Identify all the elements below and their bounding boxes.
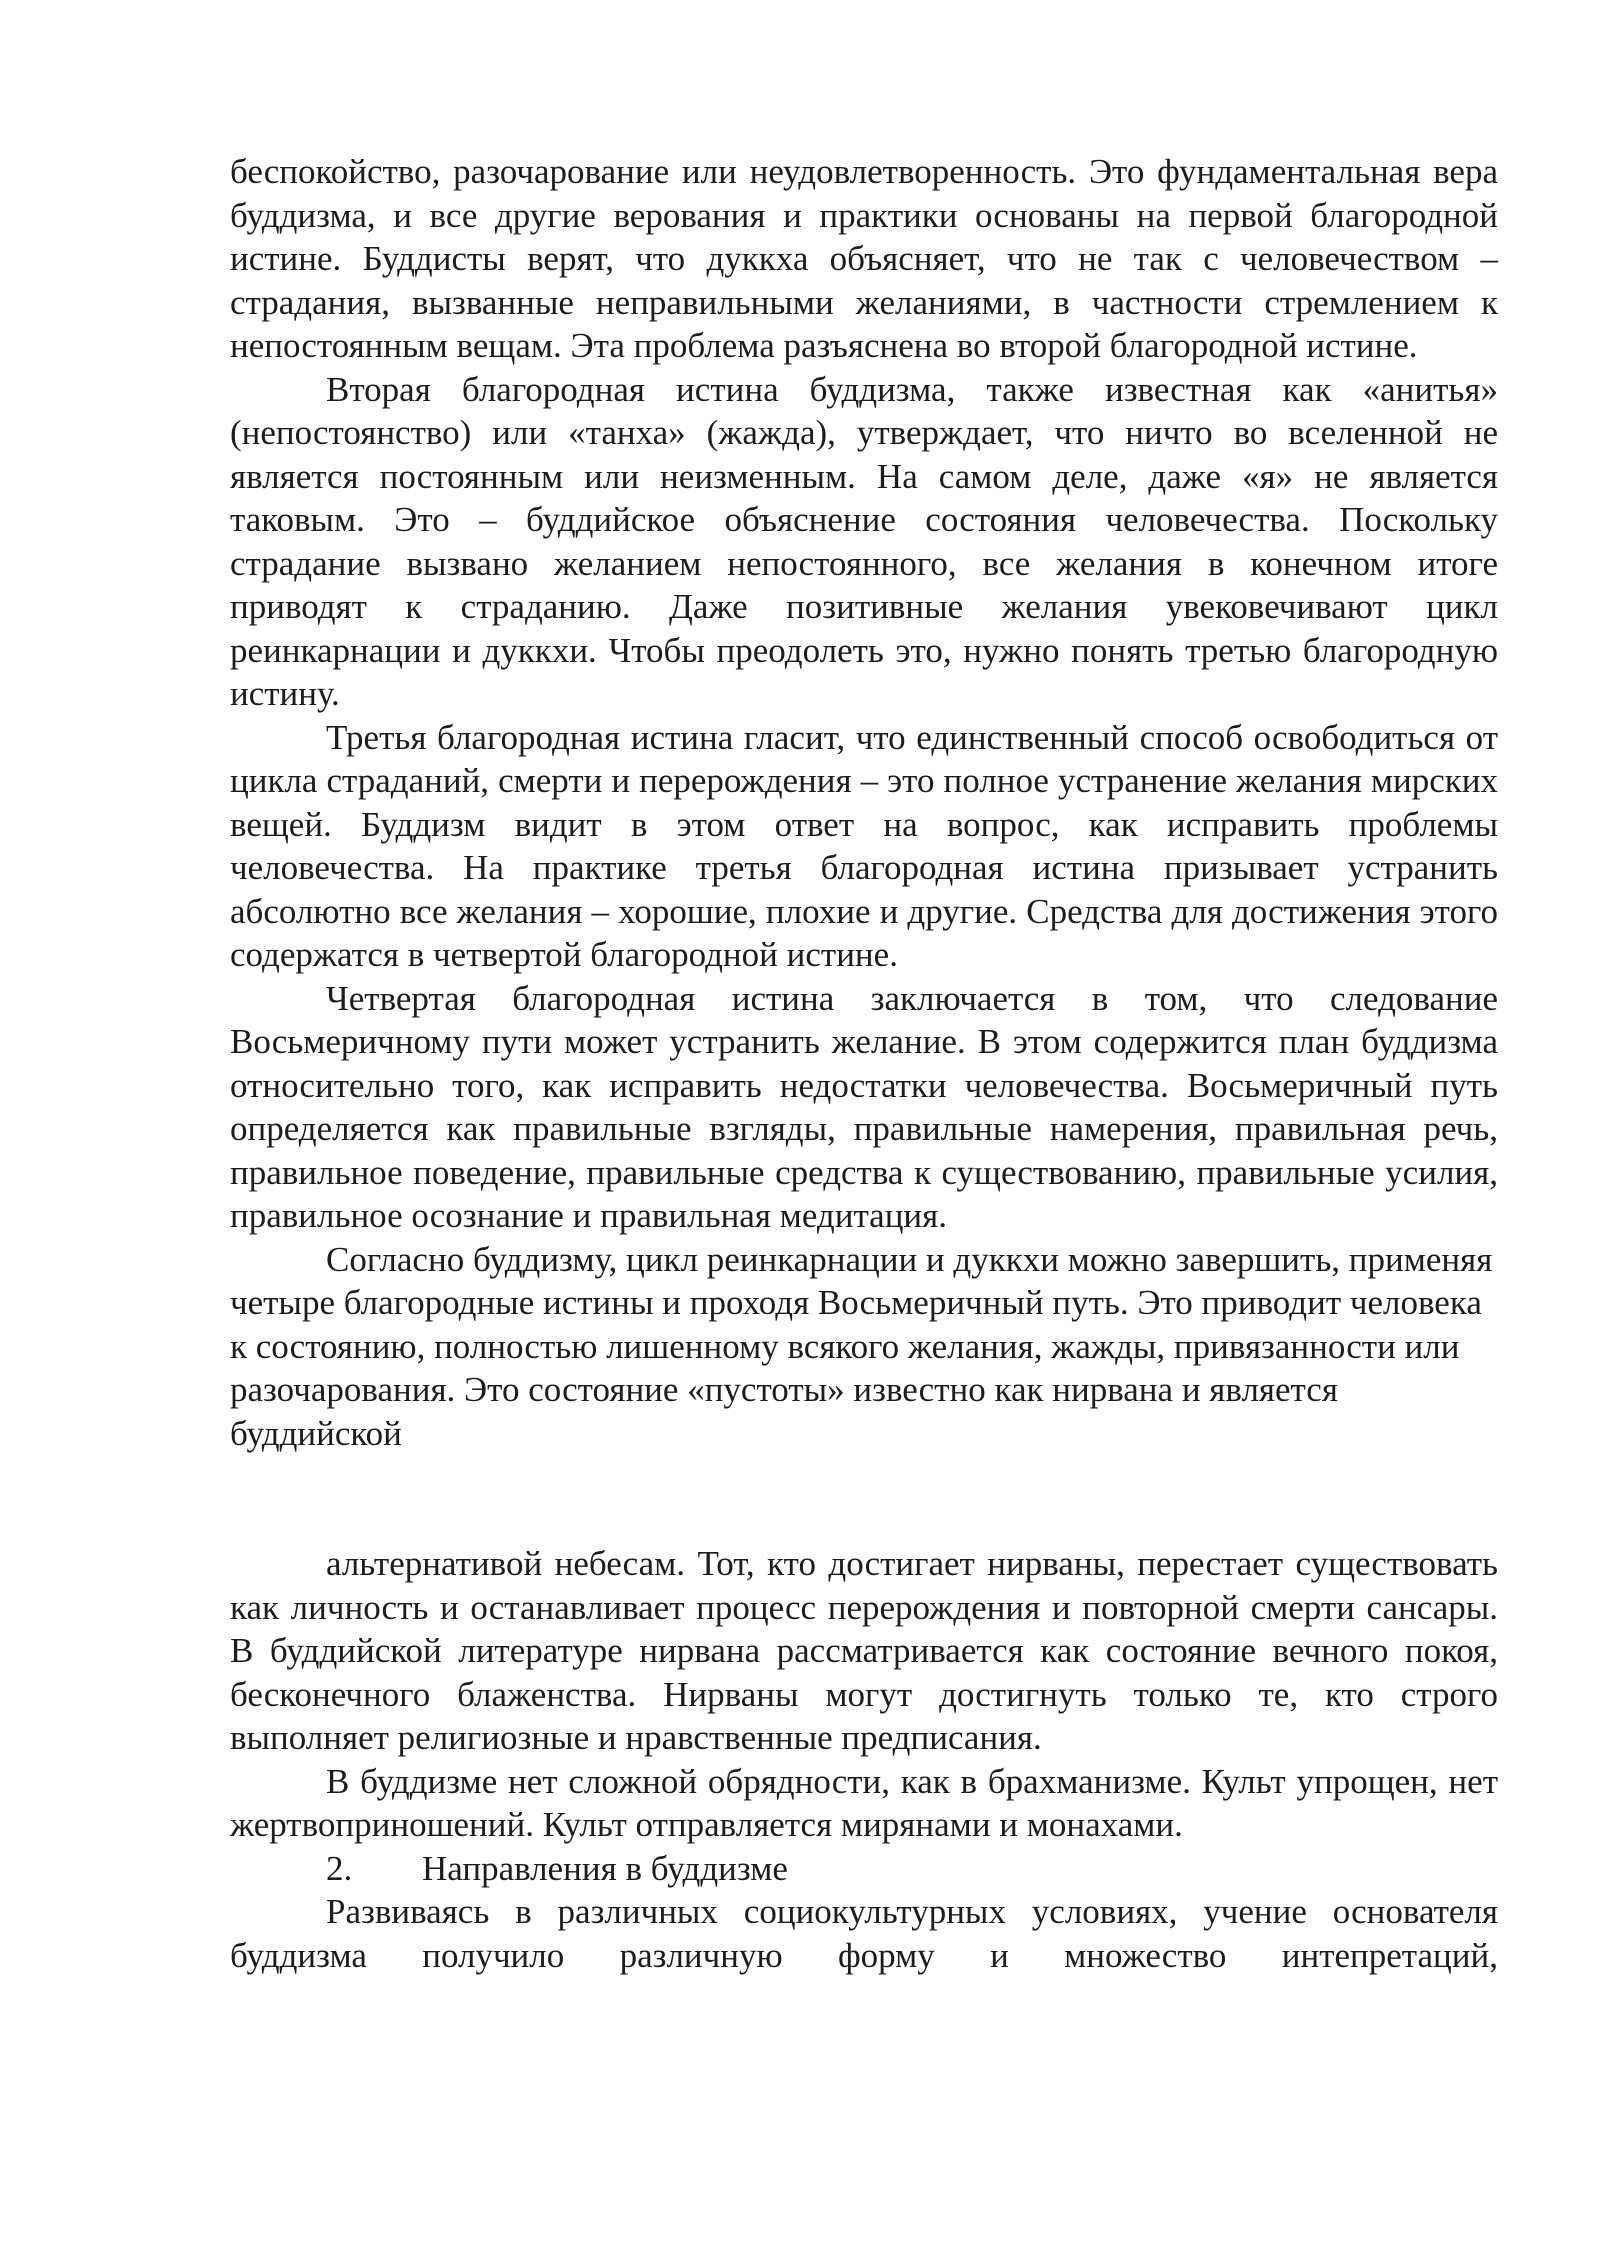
paragraph-gap xyxy=(230,1455,1498,1542)
section-number: 2. xyxy=(326,1848,353,1888)
section-heading xyxy=(230,1847,1498,1891)
document-page xyxy=(230,150,1498,1977)
paragraph-dukkha-continuation: беспокойство, разочарование или неудовлетворенность. Это фундаментальная вера буддизма, и все другие верования и практики основаны на первой благородной истине. Буддисты верят, что дуккха объясняет, что не так с человечеством – страдания, вызванные неправильными желаниями, в частности стремлением к непостоянным вещам. Эта проблема разъяснена во второй благородной истине. xyxy=(230,152,1498,365)
paragraph-nirvana-continuation: альтернативой небесам. Тот, кто достигает нирваны, перестает существовать как личность и останавливает процесс перерождения и повторной смерти сансары. В буддийской литературе нирвана рассматривается как состояние вечного покоя, бесконечного блаженства. Нирваны могут достигнуть только те, кто строго выполняет религиозные и нравственные предписания. xyxy=(230,1544,1498,1757)
paragraph-second-truth: Вторая благородная истина буддизма, также известная как «анитья» (непостоянство) или «танха» (жажда), утверждает, что ничто во вселенной не является постоянным или неизменным. На самом деле, даже «я» не является таковым. Это – буддийское объяснение состояния человечества. Поскольку страдание вызвано желанием непостоянного, все желания в конечном итоге приводят к страданию. Даже позитивные желания увековечивают цикл реинкарнации и дуккхи. Чтобы преодолеть это, нужно понять третью благородную истину. xyxy=(230,369,1498,713)
paragraph-cult: В буддизме нет сложной обрядности, как в брахманизме. Культ упрощен, нет жертвоприношений. Культ отправляется мирянами и монахами. xyxy=(230,1761,1498,1844)
section-title: Направления в буддизме xyxy=(422,1848,788,1888)
paragraph-fourth-truth: Четвертая благородная истина заключается в том, что следование Восьмеричному пути может устранить желание. В этом содержится план буддизма относительно того, как исправить недостатки человечества. Восьмеричный путь определяется как правильные взгляды, правильные намерения, правильная речь, правильное поведение, правильные средства к существованию, правильные усилия, правильное осознание и правильная медитация. xyxy=(230,978,1498,1235)
paragraph-directions: Развиваясь в различных социокультурных условиях, учение основателя буддизма получило различную форму и множество интепретаций, xyxy=(230,1892,1498,1975)
paragraph-third-truth: Третья благородная истина гласит, что единственный способ освободиться от цикла страданий, смерти и перерождения – это полное устранение желания мирских вещей. Буддизм видит в этом ответ на вопрос, как исправить проблемы человечества. На практике третья благородная истина призывает устранить абсолютно все желания – хорошие, плохие и другие. Средства для достижения этого содержатся в четвертой благородной истине. xyxy=(230,717,1498,974)
paragraph-nirvana: Согласно буддизму, цикл реинкарнации и дуккхи можно завершить, применяя четыре благородные истины и проходя Восьмеричный путь. Это приводит человека к состоянию, полностью лишенному всякого желания, жажды, привязанности или разочарования. Это состояние «пустоты» известно как нирвана и является буддийской xyxy=(230,1239,1493,1453)
